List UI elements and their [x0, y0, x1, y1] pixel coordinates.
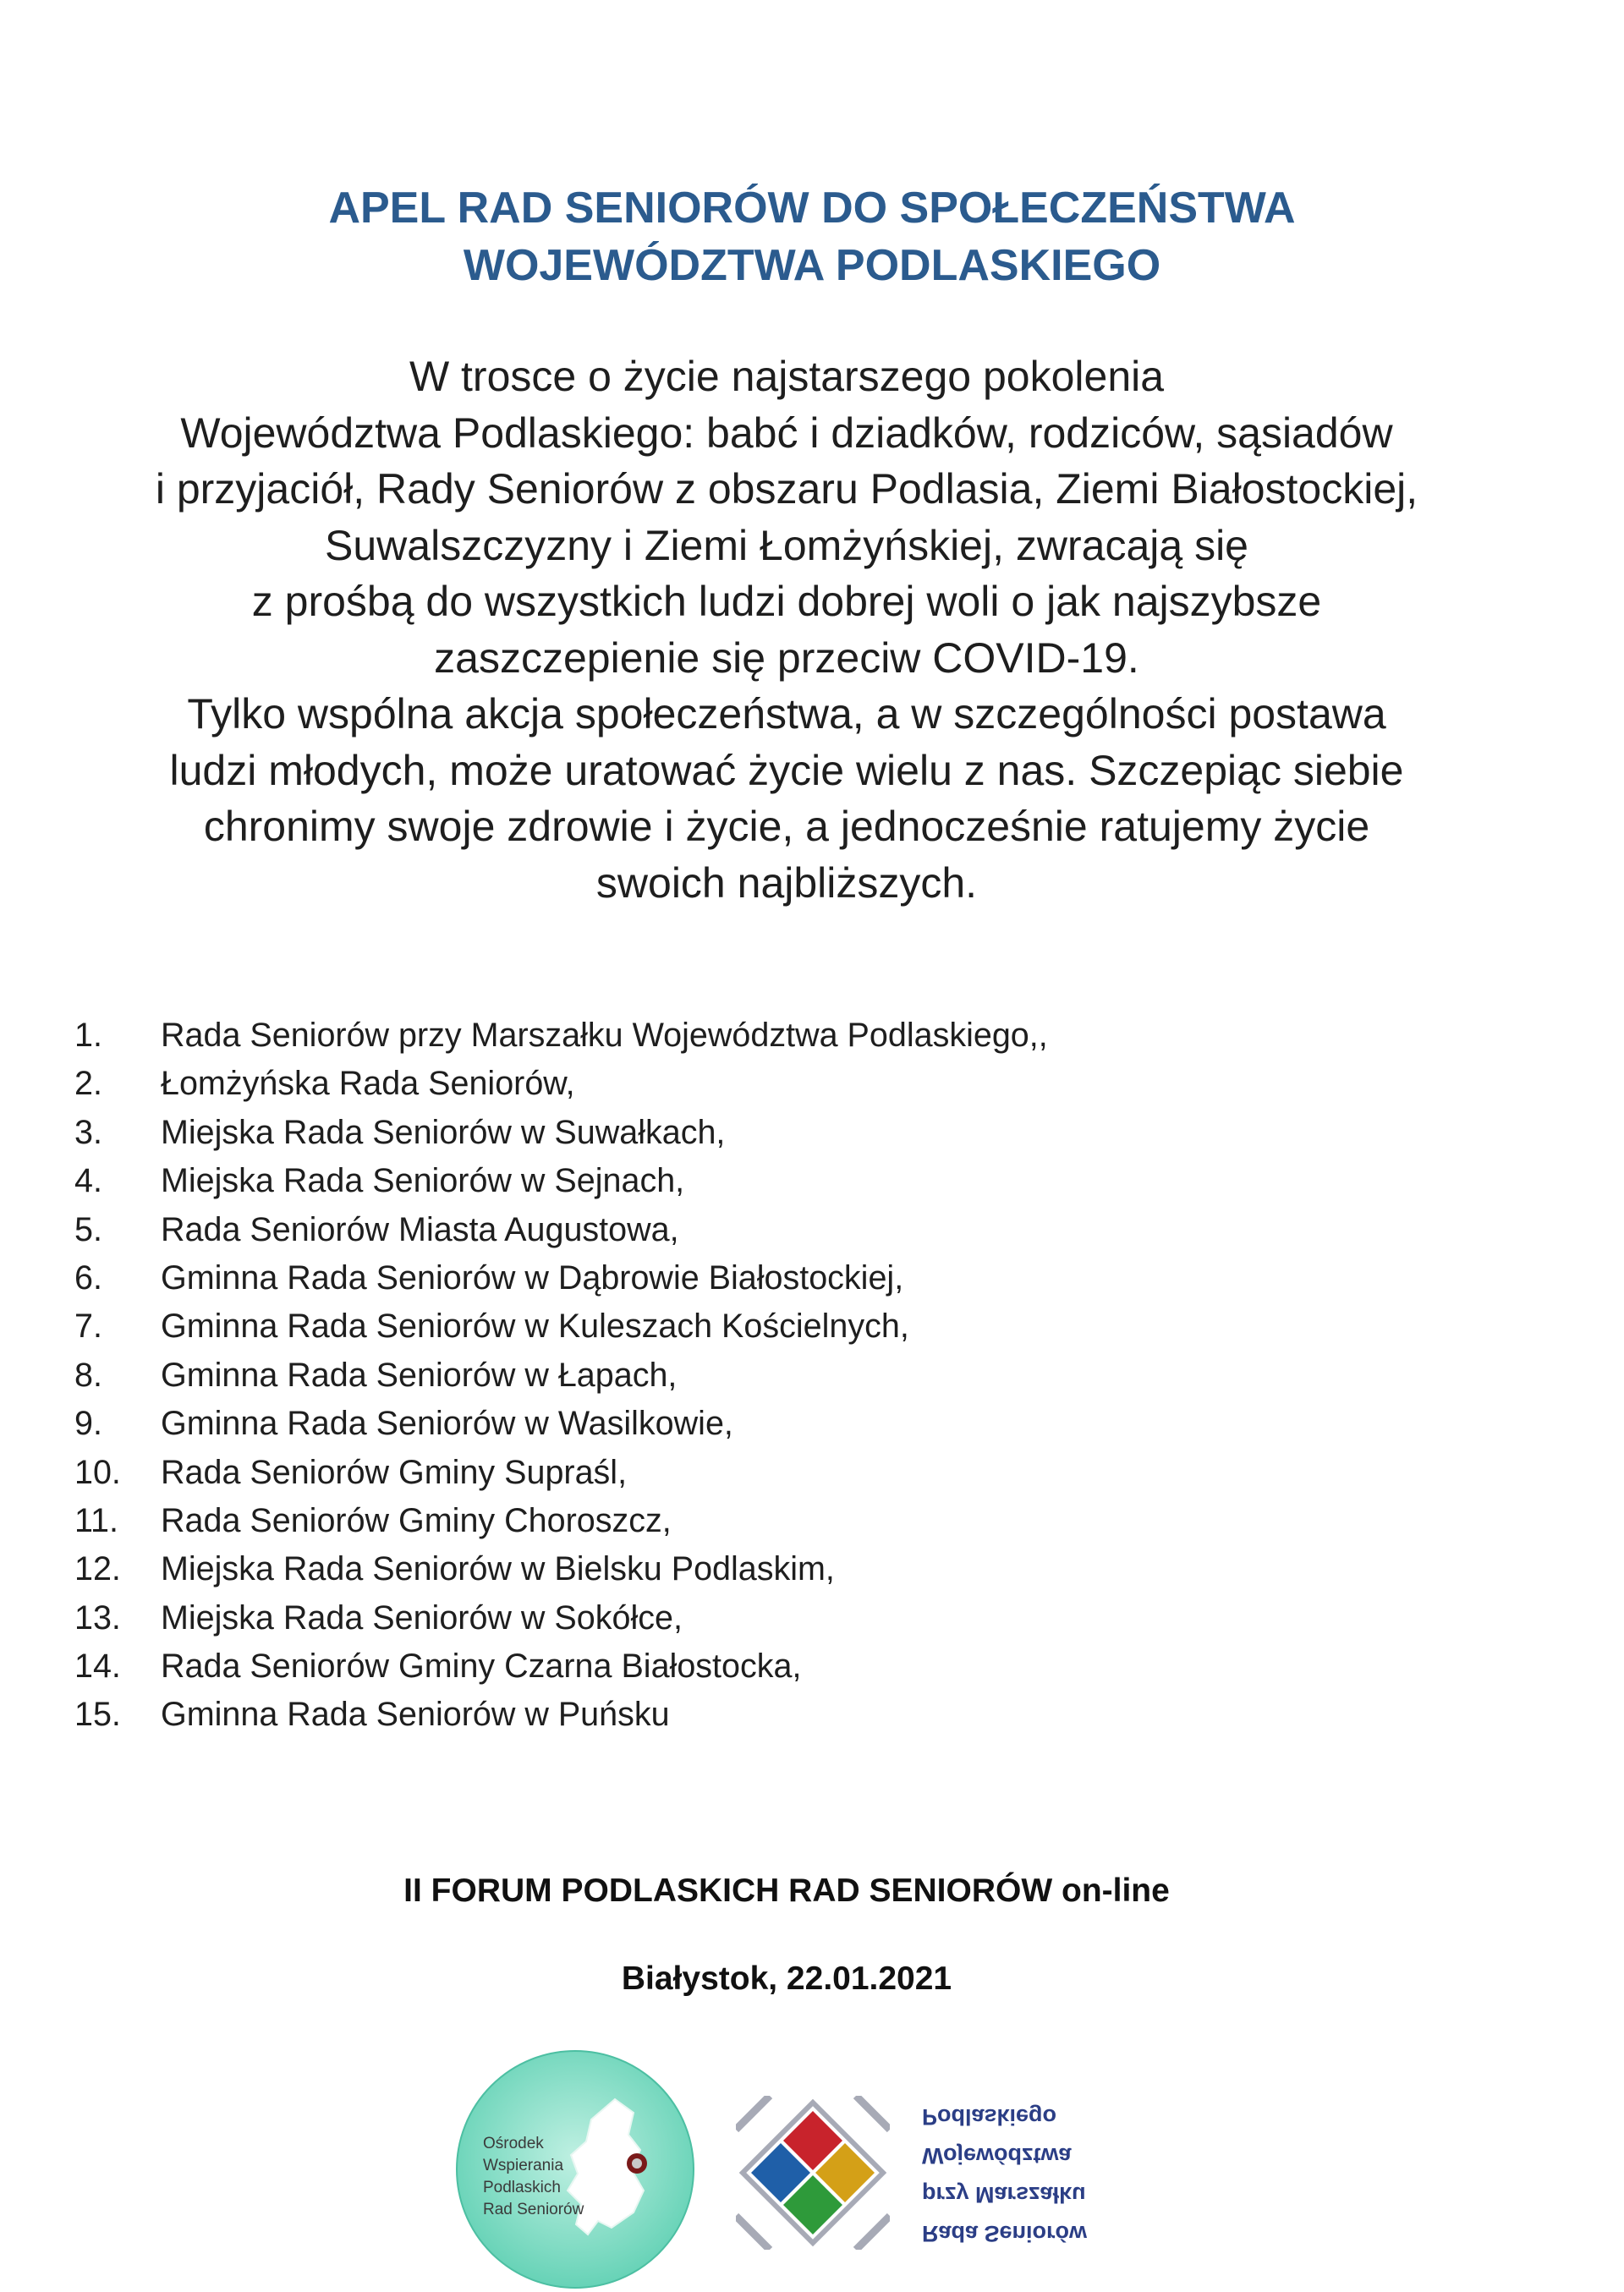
appeal-line: i przyjaciół, Rady Seniorów z obszaru Podlasia, Ziemi Białostockiej,	[155, 465, 1418, 513]
appeal-line: chronimy swoje zdrowie i życie, a jednocześnie ratujemy życie	[203, 803, 1370, 850]
appeal-line: Województwa Podlaskiego: babć i dziadków, rodziców, sąsiadów	[180, 409, 1393, 457]
organization-name: Gminna Rada Seniorów w Puńsku	[161, 1696, 670, 1734]
logo-line: Rad Seniorów	[483, 2201, 584, 2218]
appeal-line: W trosce o życie najstarszego pokolenia	[409, 353, 1165, 400]
organization-name: Rada Seniorów Gminy Supraśl,	[161, 1453, 628, 1491]
forum-heading: II FORUM PODLASKICH RAD SENIORÓW on-line	[403, 1873, 1170, 1909]
list-number: 3.	[74, 1113, 102, 1151]
owprs-logo	[453, 2047, 698, 2292]
list-number: 13.	[74, 1598, 121, 1637]
list-number: 15.	[74, 1696, 121, 1734]
logo-line: Podlaskiego	[922, 2104, 1057, 2130]
list-number: 7.	[74, 1308, 102, 1346]
logo-line: Rada Seniorów	[922, 2221, 1088, 2246]
organization-name: Gminna Rada Seniorów w Łapach,	[161, 1356, 678, 1394]
place-date: Białystok, 22.01.2021	[621, 1960, 952, 1997]
logo-line: Województwa	[922, 2143, 1072, 2169]
mirrored-logo-text	[922, 2097, 1116, 2253]
organization-name: Gminna Rada Seniorów w Kuleszach Kościelnych,	[161, 1308, 909, 1346]
list-number: 11.	[74, 1501, 118, 1539]
appeal-text	[0, 348, 1573, 911]
list-number: 4.	[74, 1162, 102, 1200]
logo-line: przy Marszałku	[922, 2182, 1086, 2207]
list-number: 2.	[74, 1065, 102, 1103]
organization-name: Rada Seniorów Miasta Augustowa,	[161, 1210, 679, 1248]
title-line-2: WOJEWÓDZTWA PODLASKIEGO	[463, 241, 1161, 290]
organization-name: Rada Seniorów przy Marszałku Województwa Podlaskiego,,	[161, 1017, 1048, 1054]
list-number: 12.	[74, 1550, 121, 1588]
appeal-line: Suwalszczyzny i Ziemi Łomżyńskiej, zwracają się	[325, 521, 1248, 569]
list-number: 5.	[74, 1210, 102, 1248]
organization-name: Gminna Rada Seniorów w Dąbrowie Białostockiej,	[161, 1258, 904, 1297]
list-number: 14.	[74, 1648, 121, 1686]
list-number: 6.	[74, 1258, 102, 1297]
organization-name: Miejska Rada Seniorów w Sejnach,	[161, 1162, 685, 1200]
document-title	[0, 179, 1624, 294]
rada-seniorow-logo	[727, 2045, 1120, 2275]
title-line-1: APEL RAD SENIORÓW DO SPOŁECZEŃSTWA	[328, 184, 1296, 233]
logo-line: Wspierania	[483, 2157, 564, 2174]
list-number: 9.	[74, 1405, 102, 1443]
appeal-line: ludzi młodych, może uratować życie wielu z nas. Szczepiąc siebie	[169, 746, 1404, 794]
appeal-line: zaszczepienie się przeciw COVID-19.	[434, 633, 1139, 682]
appeal-line: swoich najbliższych.	[595, 858, 978, 907]
organization-name: Rada Seniorów Gminy Choroszcz,	[161, 1501, 672, 1539]
logo-line: Ośrodek	[483, 2135, 544, 2152]
logo-line: Podlaskich	[483, 2179, 561, 2196]
organization-name: Łomżyńska Rada Seniorów,	[161, 1065, 575, 1103]
organization-name: Rada Seniorów Gminy Czarna Białostocka,	[161, 1648, 802, 1686]
list-number: 10.	[74, 1453, 121, 1491]
appeal-line: z prośbą do wszystkich ludzi dobrej woli o jak najszybsze	[251, 578, 1322, 625]
list-number: 1.	[74, 1017, 102, 1054]
organization-name: Miejska Rada Seniorów w Suwałkach,	[161, 1113, 726, 1151]
organization-name: Miejska Rada Seniorów w Sokółce,	[161, 1598, 683, 1637]
list-number: 8.	[74, 1356, 102, 1394]
mosaic-emblem-icon	[736, 2096, 890, 2250]
appeal-line: Tylko wspólna akcja społeczeństwa, a w szczególności postawa	[187, 690, 1386, 737]
organization-name: Gminna Rada Seniorów w Wasilkowie,	[161, 1405, 733, 1443]
organization-name: Miejska Rada Seniorów w Bielsku Podlaskim,	[161, 1550, 835, 1588]
